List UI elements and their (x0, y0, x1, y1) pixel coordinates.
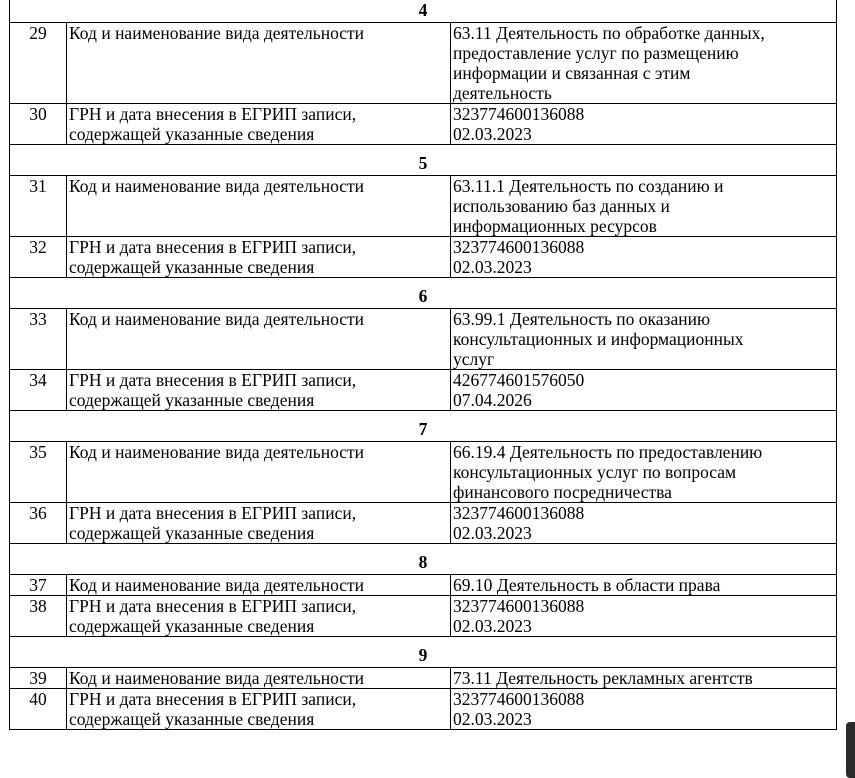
value-line: 63.11 Деятельность по обработке данных, (453, 23, 765, 43)
table-row (10, 309, 837, 370)
table-row (10, 237, 837, 278)
value-line: предоставление услуг по размещению (453, 43, 739, 63)
label-line: Код и наименование вида деятельности (69, 668, 365, 688)
field-label (67, 237, 451, 278)
label-line: Код и наименование вида деятельности (69, 442, 365, 462)
value-line: 66.19.4 Деятельность по предоставлению (453, 442, 763, 462)
value-line: деятельность (453, 83, 552, 103)
section-number: 7 (10, 411, 837, 442)
section-number: 4 (10, 0, 837, 23)
section-number: 6 (10, 278, 837, 309)
value-line: услуг (453, 349, 495, 369)
field-label (67, 309, 451, 370)
section-number: 5 (10, 145, 837, 176)
section-number: 9 (10, 637, 837, 668)
value-line: 323774600136088 (453, 596, 585, 616)
table-row (10, 23, 837, 104)
field-value (451, 309, 837, 370)
field-value (451, 104, 837, 145)
value-line: 63.11.1 Деятельность по созданию и (453, 176, 724, 196)
value-line: 02.03.2023 (453, 616, 532, 636)
value-line: 02.03.2023 (453, 709, 532, 729)
label-line: содержащей указанные сведения (69, 390, 315, 410)
row-number: 33 (10, 309, 67, 370)
field-value (451, 668, 837, 689)
label-line: ГРН и дата внесения в ЕГРИП записи, (69, 237, 357, 257)
row-number: 36 (10, 503, 67, 544)
value-line: 426774601576050 (453, 370, 585, 390)
label-line: содержащей указанные сведения (69, 257, 315, 277)
label-line: Код и наименование вида деятельности (69, 309, 365, 329)
section-header-row (10, 411, 837, 442)
field-value (451, 442, 837, 503)
field-label (67, 596, 451, 637)
label-line: Код и наименование вида деятельности (69, 575, 365, 595)
label-line: ГРН и дата внесения в ЕГРИП записи, (69, 370, 357, 390)
field-label (67, 104, 451, 145)
field-value (451, 575, 837, 596)
table-row (10, 575, 837, 596)
value-line: информационных ресурсов (453, 216, 657, 236)
field-label (67, 575, 451, 596)
value-line: информации и связанная с этим (453, 63, 691, 83)
table-row (10, 104, 837, 145)
value-line: 323774600136088 (453, 689, 585, 709)
scrollbar-thumb[interactable] (846, 722, 855, 778)
label-line: Код и наименование вида деятельности (69, 176, 365, 196)
section-header-row (10, 544, 837, 575)
section-header-row (10, 278, 837, 309)
value-line: 63.99.1 Деятельность по оказанию (453, 309, 711, 329)
value-line: 02.03.2023 (453, 124, 532, 144)
table-row (10, 442, 837, 503)
field-value (451, 503, 837, 544)
field-value (451, 596, 837, 637)
section-header-row (10, 637, 837, 668)
value-line: 323774600136088 (453, 104, 585, 124)
table-row (10, 689, 837, 730)
value-line: 73.11 Деятельность рекламных агентств (453, 668, 753, 688)
label-line: содержащей указанные сведения (69, 616, 315, 636)
row-number: 38 (10, 596, 67, 637)
section-header-row (10, 0, 837, 23)
field-value (451, 23, 837, 104)
table-row (10, 176, 837, 237)
field-label (67, 176, 451, 237)
value-line: финансового посредничества (453, 482, 672, 502)
field-label (67, 370, 451, 411)
row-number: 32 (10, 237, 67, 278)
table-row (10, 503, 837, 544)
row-number: 30 (10, 104, 67, 145)
section-number: 8 (10, 544, 837, 575)
table-row (10, 668, 837, 689)
field-label (67, 23, 451, 104)
value-line: 02.03.2023 (453, 523, 532, 543)
row-number: 35 (10, 442, 67, 503)
field-value (451, 370, 837, 411)
value-line: 69.10 Деятельность в области права (453, 575, 721, 595)
row-number: 29 (10, 23, 67, 104)
egrip-activity-table (9, 0, 837, 730)
label-line: содержащей указанные сведения (69, 709, 315, 729)
value-line: использованию баз данных и (453, 196, 670, 216)
value-line: консультационных и информационных (453, 329, 744, 349)
field-label (67, 689, 451, 730)
field-value (451, 689, 837, 730)
label-line: содержащей указанные сведения (69, 124, 315, 144)
value-line: консультационных услуг по вопросам (453, 462, 737, 482)
field-value (451, 237, 837, 278)
section-header-row (10, 145, 837, 176)
field-label (67, 442, 451, 503)
label-line: содержащей указанные сведения (69, 523, 315, 543)
value-line: 02.03.2023 (453, 257, 532, 277)
field-label (67, 668, 451, 689)
field-value (451, 176, 837, 237)
value-line: 323774600136088 (453, 237, 585, 257)
row-number: 34 (10, 370, 67, 411)
label-line: ГРН и дата внесения в ЕГРИП записи, (69, 689, 357, 709)
row-number: 40 (10, 689, 67, 730)
table-row (10, 596, 837, 637)
row-number: 39 (10, 668, 67, 689)
label-line: Код и наименование вида деятельности (69, 23, 365, 43)
value-line: 323774600136088 (453, 503, 585, 523)
row-number: 37 (10, 575, 67, 596)
table-body (10, 0, 837, 730)
label-line: ГРН и дата внесения в ЕГРИП записи, (69, 596, 357, 616)
table-row (10, 370, 837, 411)
value-line: 07.04.2026 (453, 390, 532, 410)
field-label (67, 503, 451, 544)
row-number: 31 (10, 176, 67, 237)
label-line: ГРН и дата внесения в ЕГРИП записи, (69, 503, 357, 523)
label-line: ГРН и дата внесения в ЕГРИП записи, (69, 104, 357, 124)
